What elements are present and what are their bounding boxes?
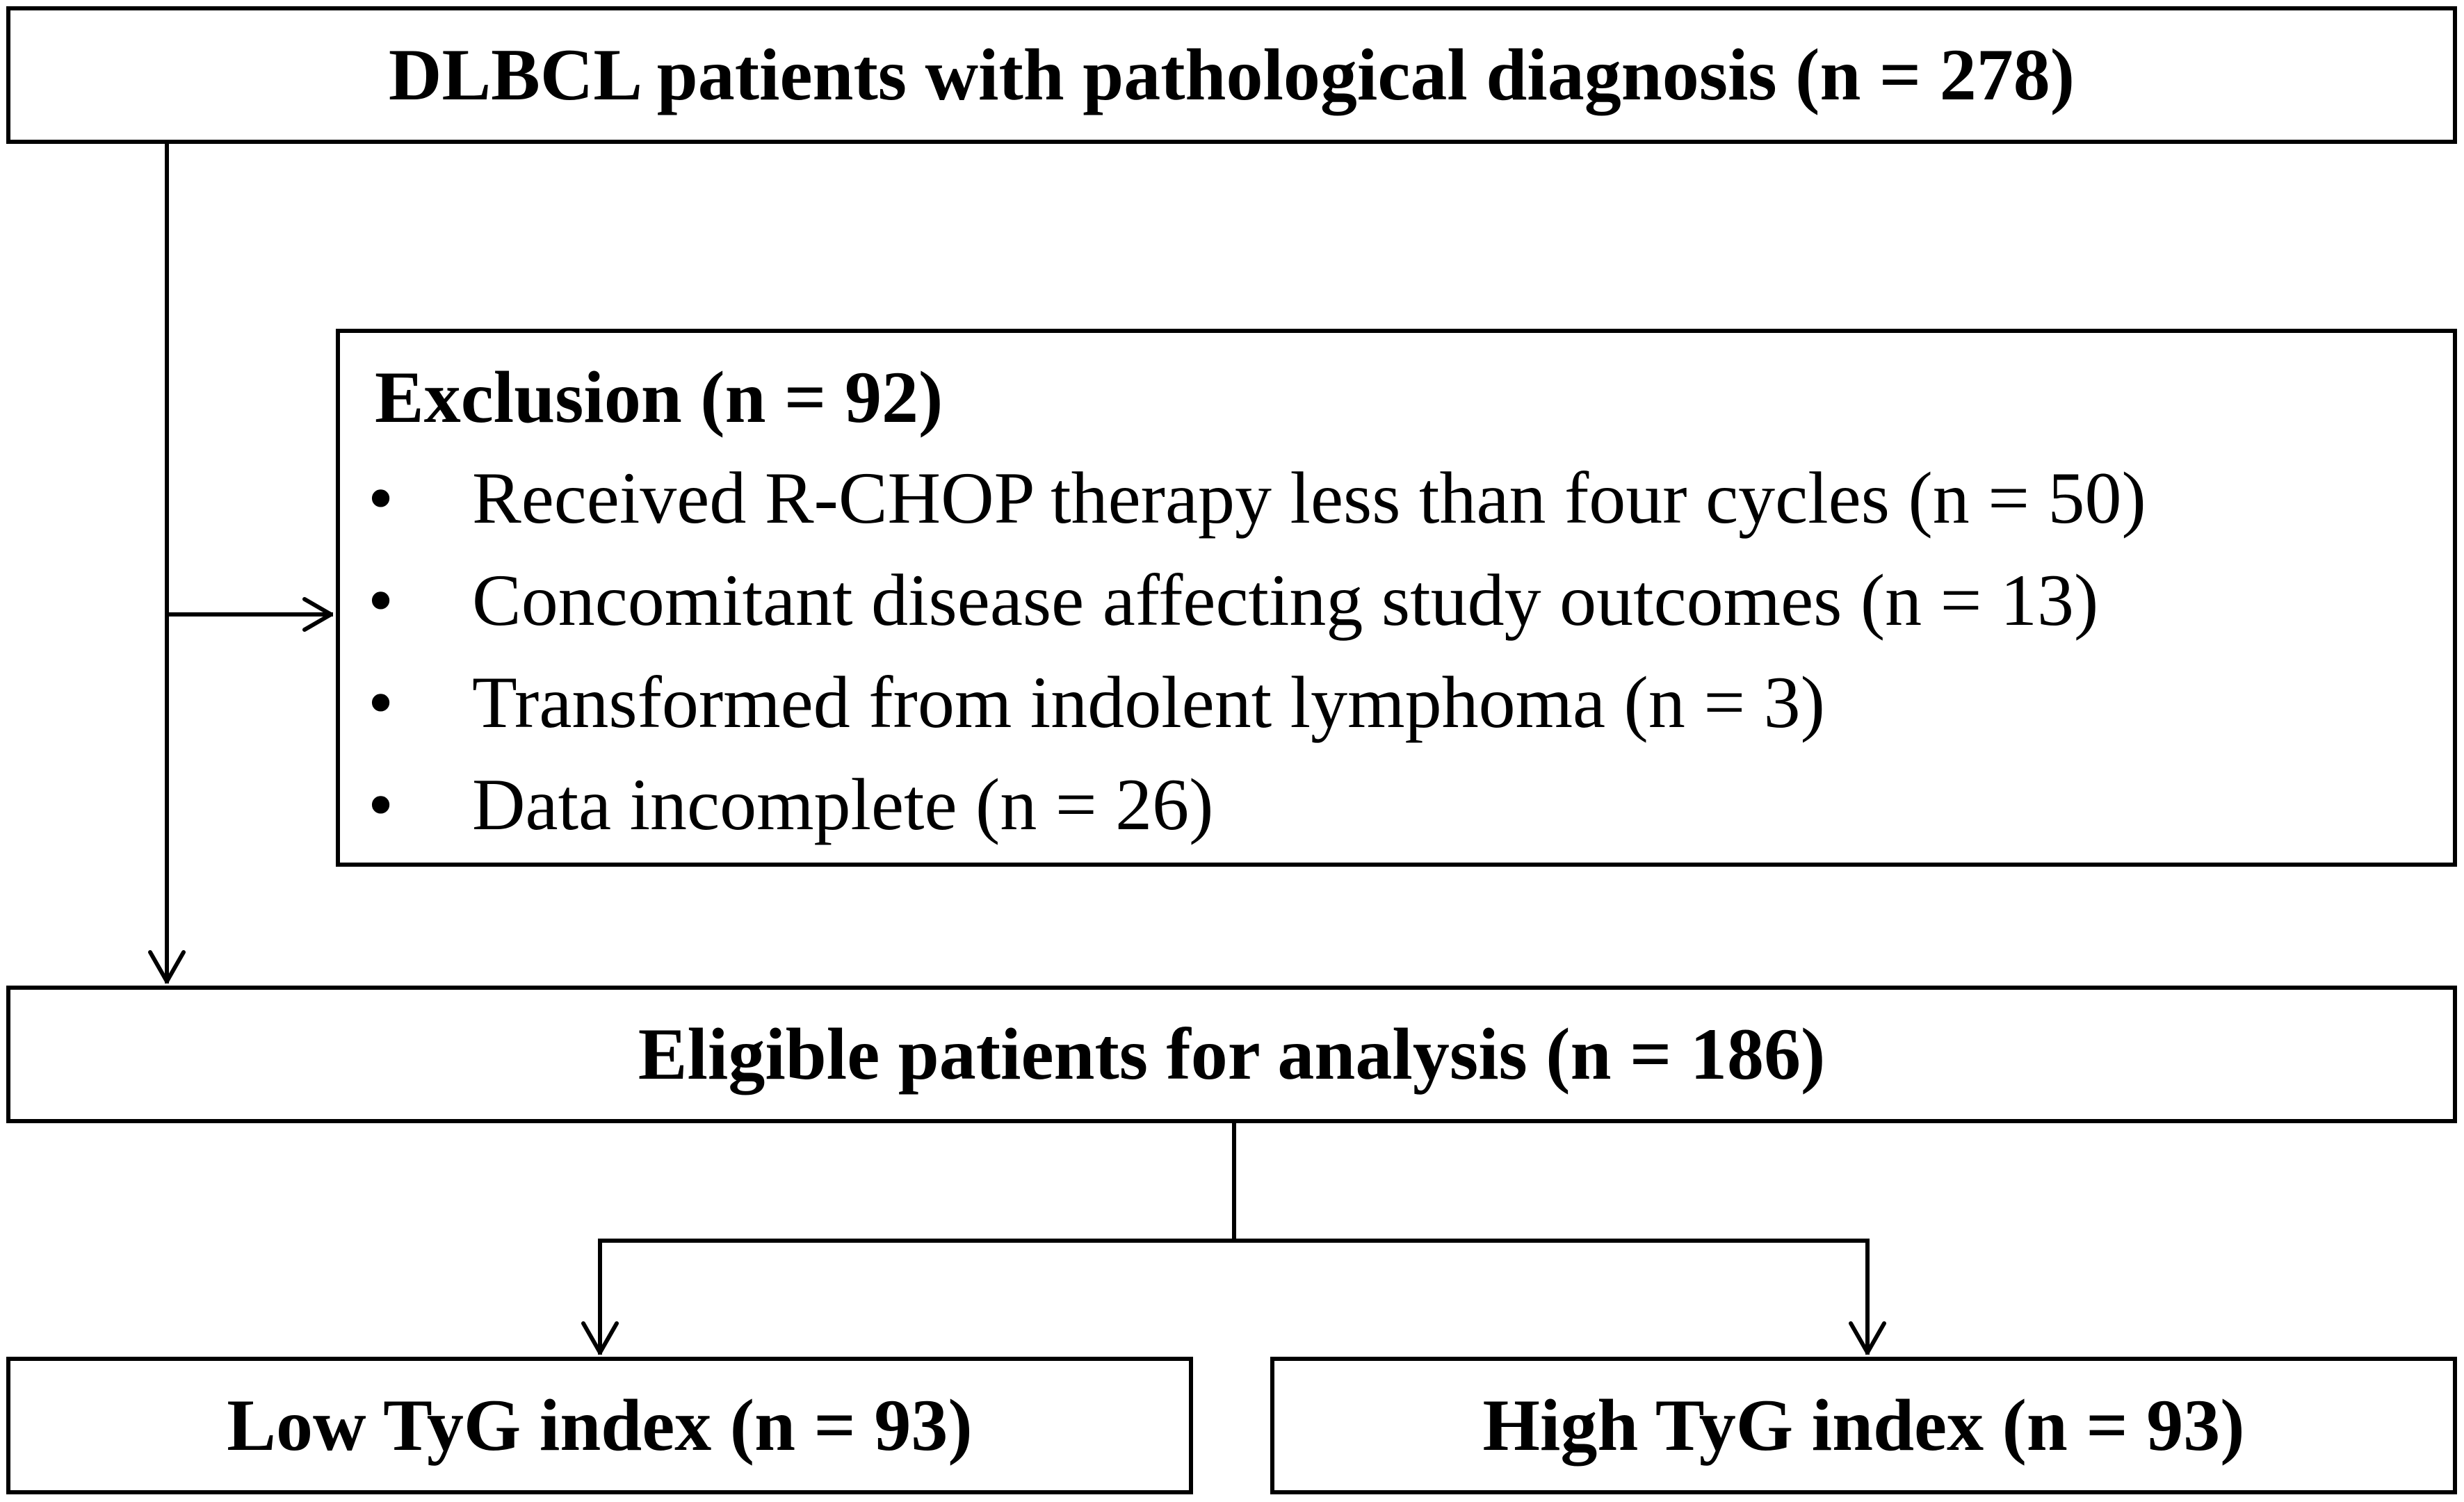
box-low-tyg: [6, 1357, 1193, 1494]
box-high-tyg: [1270, 1357, 2457, 1494]
box-low-tyg-label: Low TyG index (n = 93): [227, 1385, 973, 1466]
bullet-icon: •: [368, 560, 394, 641]
box-exclusion: [336, 329, 2457, 867]
exclusion-item-text: Transformed from indolent lymphoma (n = 3): [472, 662, 1825, 743]
box-dlbcl-patients-label: DLBCL patients with pathological diagnosis (n = 278): [388, 34, 2075, 115]
arrowhead-exclusion: [305, 599, 331, 630]
exclusion-item-text: Received R-CHOP therapy less than four cycles (n = 50): [472, 457, 2146, 539]
exclusion-title: Exclusion (n = 92): [375, 357, 943, 438]
bullet-icon: •: [368, 662, 394, 743]
box-high-tyg-label: High TyG index (n = 93): [1482, 1385, 2245, 1466]
bullet-icon: •: [368, 457, 394, 539]
exclusion-item-text: Data incomplete (n = 26): [472, 764, 1214, 845]
box-dlbcl-patients: [6, 6, 2457, 144]
arrowhead-eligible: [150, 952, 184, 981]
arrowhead-high: [1851, 1323, 1884, 1353]
box-eligible-patients-label: Eligible patients for analysis (n = 186): [638, 1013, 1826, 1095]
exclusion-item-text: Concomitant disease affecting study outcomes (n = 13): [472, 560, 2099, 641]
box-eligible-patients: [6, 986, 2457, 1123]
arrowhead-low: [583, 1323, 617, 1353]
bullet-icon: •: [368, 764, 394, 845]
